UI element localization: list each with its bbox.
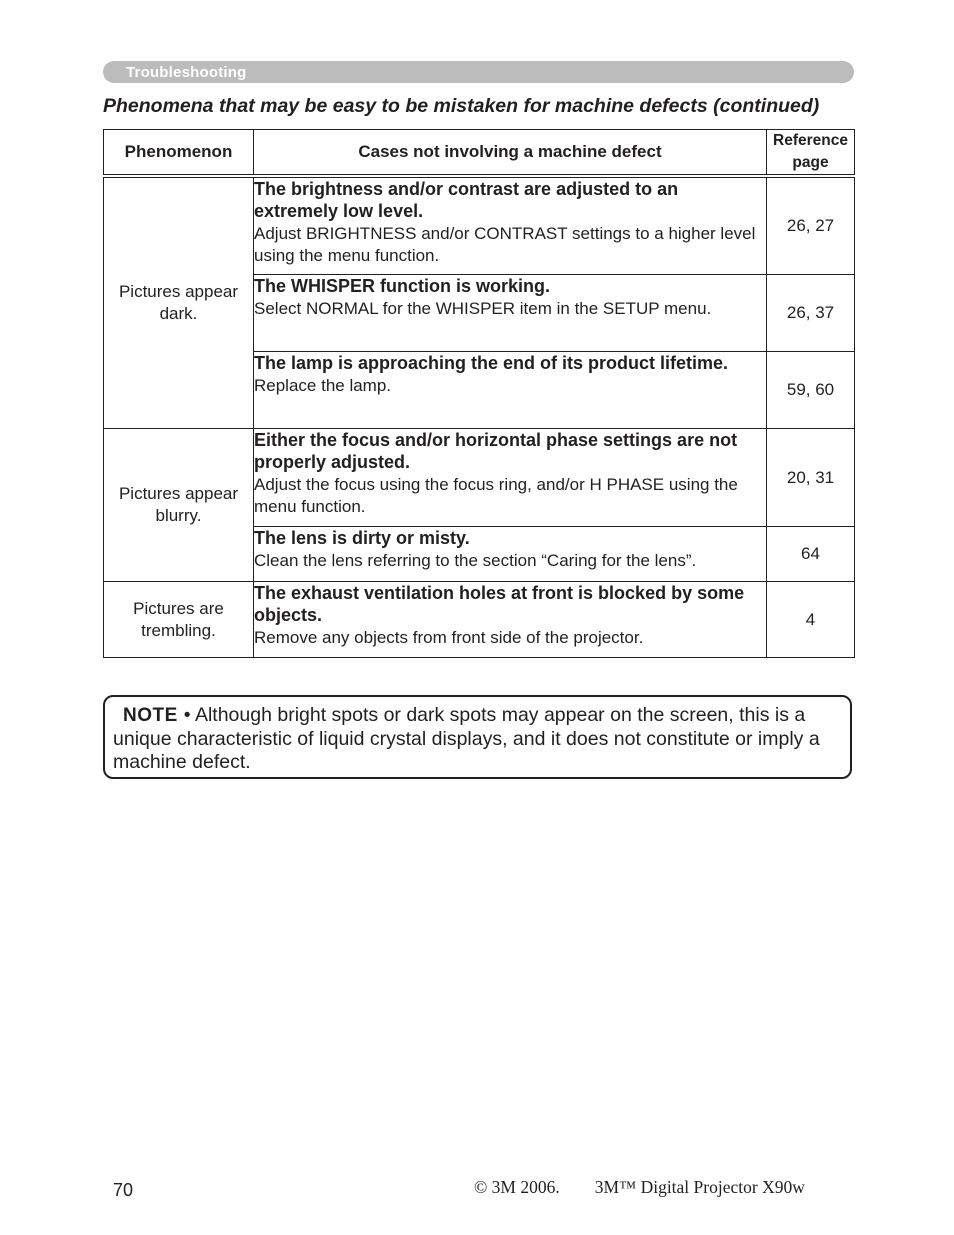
page-heading: Phenomena that may be easy to be mistaken for machine defects (continued) [103,95,820,117]
reference-cell: 26, 27 [767,178,855,275]
reference-cell: 64 [767,527,855,582]
case-description: Adjust the focus using the focus ring, and/or H PHASE using the menu function. [254,475,738,516]
footer-copyright [474,1177,805,1198]
header-reference-line1: Reference [773,132,848,149]
header-phenomenon: Phenomenon [104,130,254,175]
phenomenon-cell: Pictures appear blurry. [104,429,254,582]
case-description: Replace the lamp. [254,376,392,395]
reference-cell: 20, 31 [767,429,855,527]
note-label: NOTE [123,705,178,726]
case-description: Select NORMAL for the WHISPER item in the SETUP menu. [254,299,712,318]
copyright-text: © 3M 2006. [474,1177,560,1197]
table-row [104,582,855,658]
table-row [104,178,855,275]
section-label: Troubleshooting [126,64,247,81]
case-cell [254,178,767,275]
note-text-block [113,704,843,775]
defects-table [103,129,855,658]
header-cases: Cases not involving a machine defect [254,130,767,175]
header-reference [767,130,855,175]
case-cell [254,275,767,352]
product-name: 3M™ Digital Projector X90w [594,1177,805,1197]
header-reference-line2: page [792,154,829,171]
reference-cell: 26, 37 [767,275,855,352]
page-number: 70 [113,1180,134,1200]
case-title: The WHISPER function is working. [254,276,551,296]
section-header-bar [103,61,854,83]
case-title: The lamp is approaching the end of its product lifetime. [254,353,729,373]
note-body: • Although bright spots or dark spots may appear on the screen, this is a unique characteristic of liquid crystal displays, and it does not constitute or imply a machine defect. [113,704,820,773]
case-title: The exhaust ventilation holes at front is blocked by some objects. [254,583,745,625]
table-row [104,429,855,527]
note-box [103,695,852,779]
case-description: Remove any objects from front side of the projector. [254,628,644,647]
phenomenon-cell: Pictures appear dark. [104,178,254,429]
table-header-row [104,130,855,175]
case-title: The lens is dirty or misty. [254,528,470,548]
case-cell [254,582,767,658]
case-cell [254,352,767,429]
case-cell [254,527,767,582]
case-cell [254,429,767,527]
case-description: Clean the lens referring to the section “Caring for the lens”. [254,551,697,570]
case-title: Either the focus and/or horizontal phase settings are not properly adjusted. [254,430,738,472]
case-description: Adjust BRIGHTNESS and/or CONTRAST settings to a higher level using the menu function. [254,224,756,265]
case-title: The brightness and/or contrast are adjusted to an extremely low level. [254,179,679,221]
reference-cell: 4 [767,582,855,658]
phenomenon-cell: Pictures are trembling. [104,582,254,658]
reference-cell: 59, 60 [767,352,855,429]
